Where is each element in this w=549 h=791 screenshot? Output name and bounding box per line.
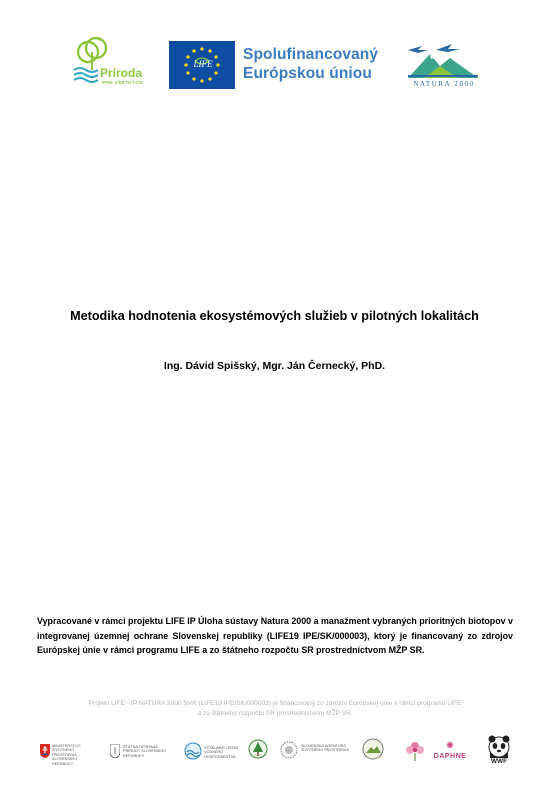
water-drop-icon — [184, 742, 202, 760]
panda-icon — [486, 734, 512, 758]
eu-flag-icon — [169, 41, 235, 89]
nature-conservancy-logo — [110, 742, 170, 764]
national-park-logo — [362, 738, 384, 762]
environment-agency-logo — [280, 740, 352, 762]
footer-note — [60, 699, 490, 719]
natura-2000-icon — [404, 38, 482, 82]
funding-statement: Vypracované v rámci projektu LIFE IP Úloha sústavy Natura 2000 a manažment vybraných prioritných biotopov v integrovanej územnej ochrane Slovenskej republiky (LIFE19 IPE/SK/000003), ktorý je financovaný zo zdrojov Európskej únie v rámci programu LIFE a zo štátneho rozpočtu SR prostredníctvom MŽP SR. — [37, 616, 513, 655]
natura-2000-label: NATURA 2000 — [413, 80, 475, 88]
ministry-text: MINISTERSTVO ŽIVOTNÉHO PROSTREDIA SLOVENSKEJ REPUBLIKY — [52, 744, 81, 766]
water-research-logo — [184, 740, 240, 764]
sazp-text: SLOVENSKÁ AGENTÚRA ŽIVOTNÉHO PROSTREDIA — [301, 744, 349, 753]
ministry-environment-logo — [40, 742, 96, 764]
document-title: Metodika hodnotenia ekosystémových služieb v pilotných lokalitách — [70, 309, 479, 323]
wwf-text: WWF — [491, 758, 507, 765]
park-emblem-icon — [362, 738, 384, 760]
partner-logos — [40, 734, 516, 770]
life-label: LIFE — [193, 59, 213, 69]
priroda-logo — [66, 36, 150, 94]
slovak-coat-of-arms-icon — [40, 744, 50, 758]
water-research-text: VÝSKUMNÝ ÚSTAV VODNÉHO HOSPODÁRSTVA — [204, 746, 239, 759]
daphne-logo — [430, 740, 470, 764]
wwf-logo — [486, 734, 512, 768]
priroda-subtitle: PRE VŠETKÝCH — [102, 81, 143, 86]
sop-text: ŠTÁTNA OCHRANA PRÍRODY SLOVENSKEJ REPUBLIKY — [123, 745, 167, 758]
natura-2000-logo — [404, 38, 482, 94]
eu-logo-text — [243, 45, 383, 83]
eu-line-1: Spolufinancovaný — [243, 46, 379, 63]
daphne-flower-icon — [444, 740, 456, 750]
eu-cofinanced-logo — [169, 41, 383, 89]
document-authors: Ing. Dávid Spišský, Mgr. Ján Černecký, PhD. — [163, 360, 386, 372]
tree-emblem-icon — [248, 738, 268, 760]
sop-sr-icon — [110, 744, 120, 758]
footer-note-line-1: Projekt LIFE - IP NATURA 2000 SVK (LIFE19 IPE/SK/000003) je financovaný zo zdrojov Európskej únie v rámci programu LIFE — [88, 700, 462, 707]
priroda-title: Príroda — [100, 66, 143, 80]
footer-note-line-2: a zo štátneho rozpočtu SR prostredníctvom MŽP SR. — [197, 710, 353, 717]
forestry-logo — [248, 738, 268, 762]
daphne-text: DAPHNE — [433, 751, 467, 760]
eu-line-2: Európskou úniou — [243, 65, 372, 82]
sazp-emblem-icon — [280, 741, 298, 759]
flower-logo — [402, 738, 430, 764]
flower-icon — [402, 738, 428, 762]
